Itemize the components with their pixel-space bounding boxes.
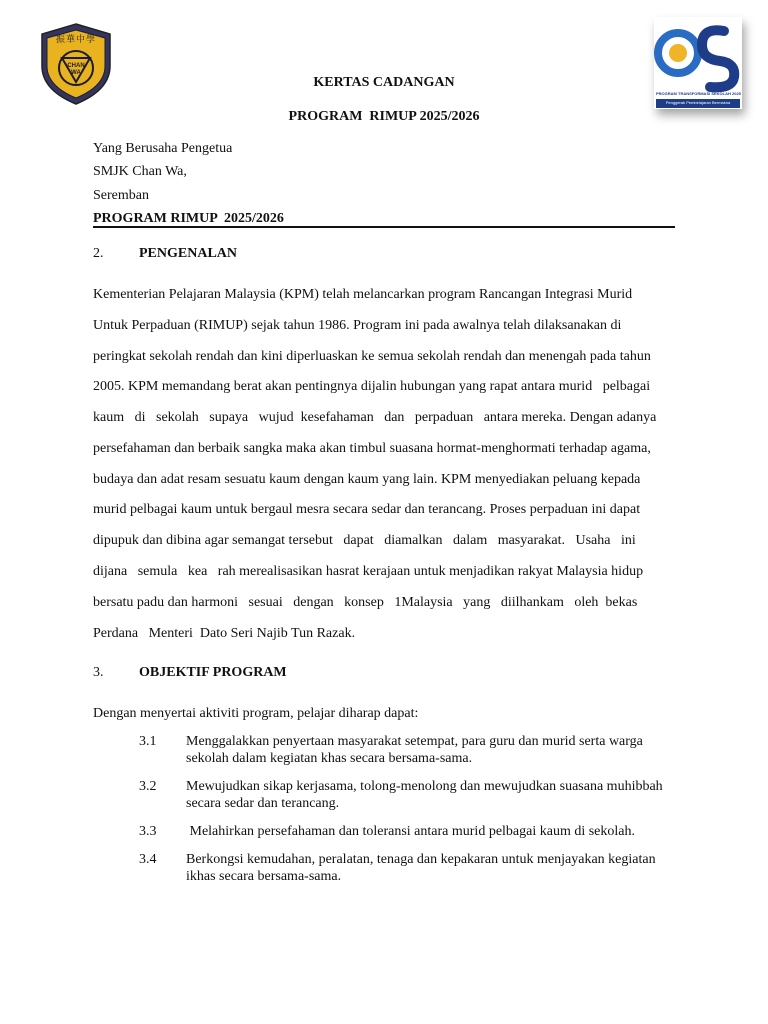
paragraph-line: Kementerian Pelajaran Malaysia (KPM) telah melancarkan program Rancangan Integrasi Murid bbox=[93, 287, 633, 302]
objective-text: Berkongsi kemudahan, peralatan, tenaga dan kepakaran untuk menjayakan kegiatan ikhas secara bersama-sama. bbox=[186, 852, 656, 884]
objectives-intro: Dengan menyertai aktiviti program, pelajar diharap dapat: bbox=[93, 706, 419, 721]
address-line-2: SMJK Chan Wa, bbox=[93, 164, 187, 179]
address-line-3: Seremban bbox=[93, 188, 149, 203]
paragraph-line: persefahaman dan berbaik sangka maka akan timbul suasana hormat-menghormati terhadap agama, bbox=[93, 441, 651, 456]
school-crest-logo bbox=[38, 22, 114, 106]
paragraph-line: murid pelbagai kaum untuk bergaul mesra secara sedar dan terancang. Proses perpaduan ini dapat bbox=[93, 502, 641, 517]
paragraph-line: peringkat sekolah rendah dan kini diperluaskan ke semua sekolah rendah dan menengah pada tahun bbox=[93, 349, 651, 364]
section-2-number: 2. bbox=[93, 246, 104, 261]
paragraph-line: bersatu padu dan harmoni sesuai dengan konsep 1Malaysia yang diilhankam oleh bekas bbox=[93, 595, 638, 610]
subject-underline bbox=[93, 226, 675, 228]
objective-text: Menggalakkan penyertaan masyarakat setempat, para guru dan murid serta warga sekolah dalam kegiatan khas secara bersama-sama. bbox=[186, 734, 643, 766]
paragraph-line: Perdana Menteri Dato Seri Najib Tun Razak. bbox=[93, 626, 356, 641]
paragraph-line: Untuk Perpaduan (RIMUP) sejak tahun 1986. Program ini pada awalnya telah dilaksanakan di bbox=[93, 318, 622, 333]
paragraph-line: kaum di sekolah supaya wujud kesefahaman dan perpaduan antara mereka. Dengan adanya bbox=[93, 410, 657, 425]
section-2-title: PENGENALAN bbox=[139, 246, 238, 261]
school-logo-text: CHAN WA bbox=[67, 63, 85, 76]
program-logo-number: 25 bbox=[712, 68, 726, 82]
objective-number: 3.2 bbox=[139, 779, 157, 794]
section-3-number: 3. bbox=[93, 665, 104, 680]
paragraph-line: dipupuk dan dibina agar semangat tersebut dapat diamalkan dalam masyarakat. Usaha ini bbox=[93, 533, 636, 548]
objective-text: Mewujudkan sikap kerjasama, tolong-menolong dan mewujudkan suasana muhibbah secara sedar dan terancang. bbox=[186, 779, 663, 811]
program-logo-caption: PROGRAM TRANSFORMASI SEKOLAH 2025 bbox=[656, 91, 741, 96]
objective-text: Melahirkan persefahaman dan toleransi antara murid pelbagai kaum di sekolah. bbox=[186, 824, 635, 839]
address-line-1: Yang Berusaha Pengetua bbox=[93, 141, 233, 156]
document-subtitle: PROGRAM RIMUP 2025/2026 bbox=[288, 109, 480, 124]
subject-line: PROGRAM RIMUP 2025/2026 bbox=[93, 211, 284, 226]
document-title: KERTAS CADANGAN bbox=[313, 75, 455, 90]
program-transformation-logo bbox=[654, 17, 742, 109]
objective-number: 3.1 bbox=[139, 734, 157, 749]
paragraph-line: dijana semula kea rah merealisasikan hasrat kerajaan untuk menjadikan rakyat Malaysia hidup bbox=[93, 564, 644, 579]
section-3-title: OBJEKTIF PROGRAM bbox=[139, 665, 287, 680]
program-logo-tagline: Penggerak Pembelajaran Bermakna bbox=[665, 100, 731, 105]
school-logo-chinese: 振華中學 bbox=[56, 34, 97, 44]
objective-number: 3.3 bbox=[139, 824, 157, 839]
paragraph-line: 2005. KPM memandang berat akan pentingnya dijalin hubungan yang rapat antara murid pelbagai bbox=[93, 379, 651, 394]
objective-number: 3.4 bbox=[139, 852, 157, 867]
paragraph-line: budaya dan adat resam sesuatu kaum dengan kaum yang lain. KPM menyediakan peluang kepada bbox=[93, 472, 641, 487]
